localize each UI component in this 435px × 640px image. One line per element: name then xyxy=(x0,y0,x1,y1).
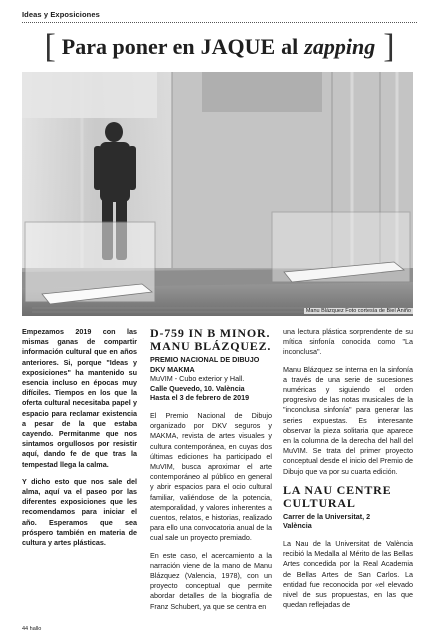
photo-credit: Manu Blázquez Foto cortesía de Biel Aniño xyxy=(305,308,411,314)
exhibition2-city: València xyxy=(283,521,312,531)
gallery-photo-illustration xyxy=(22,72,413,316)
section-label: Ideas y Exposiciones xyxy=(22,10,100,19)
exhibition1-paragraph: una lectura plástica sorprendente de su mítica sinfonía conocida como "La inconclusa". xyxy=(283,327,413,357)
exhibition1-column xyxy=(150,327,272,619)
headline-word: JAQUE xyxy=(200,34,276,59)
exhibition1-subtitle: PREMIO NACIONAL DE DIBUJO DKV MAKMA xyxy=(150,355,260,374)
headline-word: al xyxy=(281,34,299,59)
exhibition-continuation-column xyxy=(283,327,413,617)
exhibition2-details xyxy=(283,512,413,531)
exhibition1-paragraph: Manu Blázquez se interna en la sinfonía a través de una serie de sucesiones numéricas y siguiendo el orden progresivo de las notas musicales de la "inconclusa sinfonía" para generar las series expuestas. Es interesante observar la pieza solitaria que aparece en la columna de la derecha del hall del MuVIM. Se trata del primer proyecto conceptual desde el inicio del Premio de Dibujo que va por su cuarta edición. xyxy=(283,364,413,476)
exhibition1-details xyxy=(150,355,272,403)
exhibition2-address: Carrer de la Universitat, 2 xyxy=(283,511,371,521)
page-footer: 44 hallo xyxy=(22,626,42,632)
intro-column xyxy=(22,327,137,555)
exhibition1-venue: MuVIM - Cubo exterior y Hall. xyxy=(150,374,245,384)
exhibition1-address: Calle Quevedo, 10. València xyxy=(150,383,245,393)
headline-word: Para poner en xyxy=(61,34,195,59)
exhibition2-paragraph: La Nau de la Universitat de València recibió la Medalla al Mérito de las Bellas Artes concedida por la Real Academia de Bellas Artes de San Carlos. La entidad fue reconocida por «el elevado nivel de sus propuestas, en las que quedan reflejadas de xyxy=(283,539,413,610)
page-title xyxy=(22,30,417,64)
exhibition-photo xyxy=(22,72,413,316)
exhibition1-paragraph: En este caso, el acercamiento a la narración viene de la mano de Manu Blázquez (Valencia, 1978), con un proyecto conceptual que permite abordar detalles de la biografía de Franz Schubert, ya que se centra en xyxy=(150,550,272,611)
headline-bracket-close: ] xyxy=(383,28,395,65)
exhibition1-title: D-759 IN B MINOR. MANU BLÁZQUEZ. xyxy=(150,326,272,353)
headline-word: zapping xyxy=(304,34,376,59)
exhibition1-dates: Hasta el 3 de febrero de 2019 xyxy=(150,393,250,403)
intro-paragraph: Y dicho esto que nos sale del alma, aquí va el paseo por las diferentes exposiciones que les recomendamos para iniciar el año. Esperamos que sea próspero también en materia de cultura y artes plásticas. xyxy=(22,476,137,548)
exhibition2-title: LA NAU CENTRE CULTURAL xyxy=(283,482,392,510)
section-divider xyxy=(22,22,417,23)
headline-bracket-open: [ xyxy=(44,28,56,65)
intro-paragraph: Empezamos 2019 con las mismas ganas de compartir información cultural que en años anteriores. Si, porque "Ideas y exposiciones" ha mantenido su esencia incluso en épocas muy difíciles. Tiempos en los que la oferta cultural necesitaba papel y espacio para reclamar existencia a pesar de la que estaba cayendo. Permitanme que nos sintamos orgullosos por resistir aquí, dando fe de que tras la tempestad llega la calma. xyxy=(22,327,137,469)
exhibition1-paragraph: El Premio Nacional de Dibujo organizado por DKV seguros y MAKMA, revista de artes visuales y cultura contemporánea, en cuyas dos últimas ediciones ha participado el MuVIM, busca aproximar el arte contemporáneo al público en general y abrir espacios para el ocio cultural familiar, valiéndose de la potencia, atemporalidad, y valores inherentes a cuentos, relatos, e historias, realizado para ello una convocatoria anual de la cual sale un proyecto premiado. xyxy=(150,410,272,543)
